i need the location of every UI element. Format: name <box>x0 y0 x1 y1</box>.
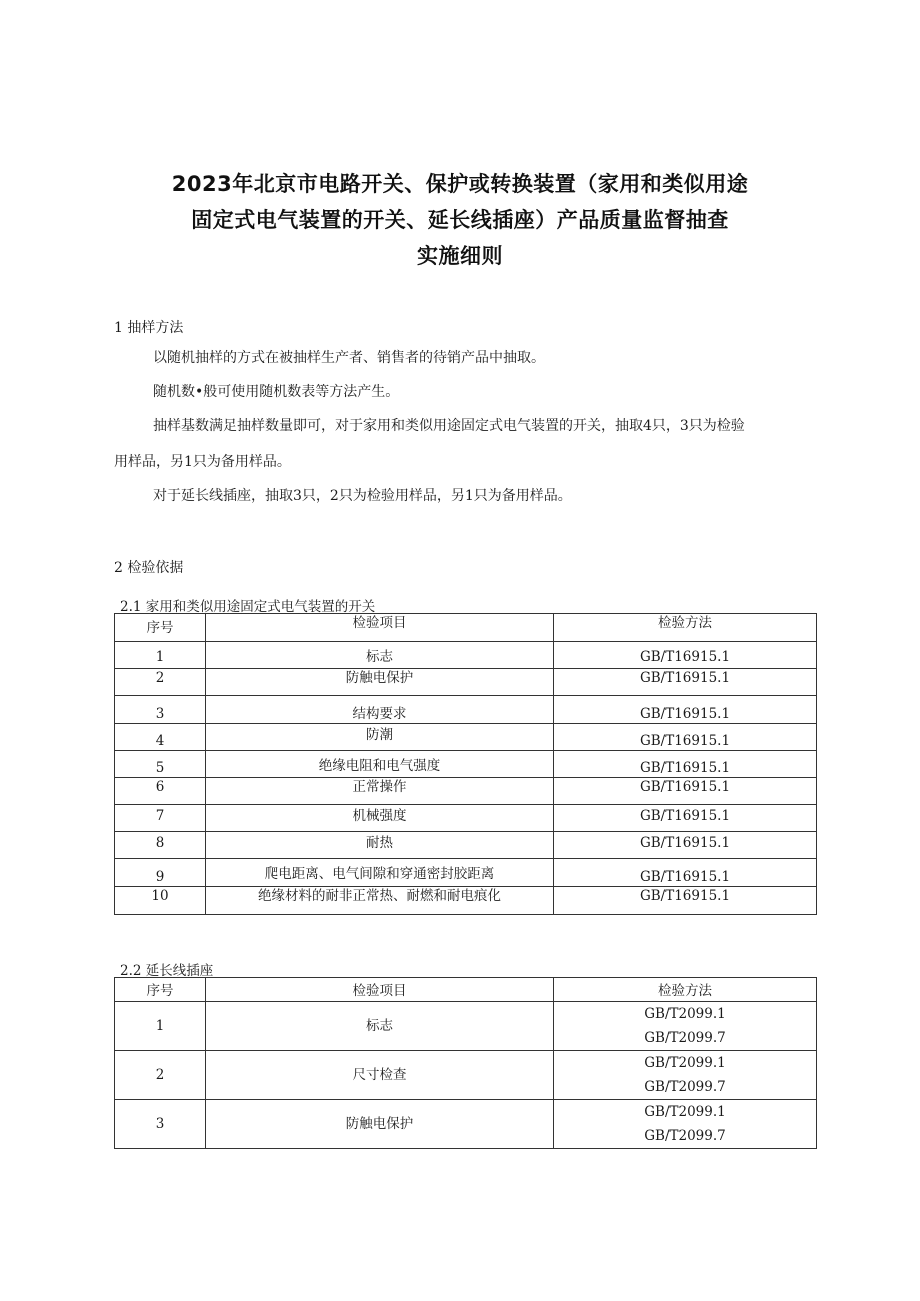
column-header-method: 检验方法 <box>554 978 817 1002</box>
row-number: 3 <box>115 696 206 724</box>
table-row <box>115 859 817 887</box>
row-method: GB/T16915.1 <box>554 832 817 859</box>
row-item: 正常操作 <box>206 778 554 805</box>
row-item: 标志 <box>206 642 554 669</box>
row-item: 爬电距离、电气间隙和穿通密封胶距离 <box>206 859 554 887</box>
row-number: 9 <box>115 859 206 887</box>
table-row <box>115 696 817 724</box>
column-header-item: 检验项目 <box>206 978 554 1002</box>
row-method: GB/T16915.1 <box>554 724 817 751</box>
row-method <box>554 1002 817 1051</box>
method-standard-1: GB/T2099.1 <box>644 1104 726 1120</box>
table-row <box>115 778 817 805</box>
row-number: 3 <box>115 1100 206 1149</box>
column-header-number: 序号 <box>115 978 206 1002</box>
row-number: 8 <box>115 832 206 859</box>
table-row <box>115 1051 817 1100</box>
row-method: GB/T16915.1 <box>554 859 817 887</box>
table-row <box>115 724 817 751</box>
switch-inspection-table <box>114 613 817 915</box>
column-header-method: 检验方法 <box>554 614 817 642</box>
table-header-row <box>115 978 817 1002</box>
row-number: 6 <box>115 778 206 805</box>
table-row <box>115 751 817 778</box>
document-title-line-2: 固定式电气装置的开关、延长线插座）产品质量监督抽查 <box>191 208 729 232</box>
row-number: 1 <box>115 1002 206 1051</box>
method-standard-2: GB/T2099.7 <box>644 1128 726 1144</box>
section-2-heading: 2 检验依据 <box>114 560 184 576</box>
row-item: 耐热 <box>206 832 554 859</box>
section-1-paragraph-1: 以随机抽样的方式在被抽样生产者、销售者的待销产品中抽取。 <box>153 350 545 366</box>
row-number: 7 <box>115 805 206 832</box>
table-row <box>115 832 817 859</box>
method-standard-1: GB/T2099.1 <box>644 1055 726 1071</box>
row-method: GB/T16915.1 <box>554 887 817 915</box>
column-header-number: 序号 <box>115 614 206 642</box>
row-method: GB/T16915.1 <box>554 696 817 724</box>
document-title-line-3: 实施细则 <box>417 244 503 268</box>
row-item: 机械强度 <box>206 805 554 832</box>
section-1-paragraph-4: 对于延长线插座，抽取3只，2只为检验用样品，另1只为备用样品。 <box>153 488 572 504</box>
table-2-caption: 2.2 延长线插座 <box>120 963 214 979</box>
column-header-item: 检验项目 <box>206 614 554 642</box>
row-number: 1 <box>115 642 206 669</box>
method-standard-1: GB/T2099.1 <box>644 1006 726 1022</box>
row-item: 尺寸检查 <box>206 1051 554 1100</box>
row-item: 结构要求 <box>206 696 554 724</box>
row-method: GB/T16915.1 <box>554 778 817 805</box>
row-item: 绝缘电阻和电气强度 <box>206 751 554 778</box>
row-number: 4 <box>115 724 206 751</box>
row-number: 10 <box>115 887 206 915</box>
row-method: GB/T16915.1 <box>554 805 817 832</box>
row-method <box>554 1051 817 1100</box>
row-method: GB/T16915.1 <box>554 642 817 669</box>
table-header-row <box>115 614 817 642</box>
row-method: GB/T16915.1 <box>554 669 817 696</box>
row-number: 2 <box>115 669 206 696</box>
method-standard-2: GB/T2099.7 <box>644 1079 726 1095</box>
table-1-caption: 2.1 家用和类似用途固定式电气装置的开关 <box>120 599 376 615</box>
table-row <box>115 805 817 832</box>
row-item: 绝缘材料的耐非正常热、耐燃和耐电痕化 <box>206 887 554 915</box>
table-row <box>115 1002 817 1051</box>
table-row <box>115 669 817 696</box>
row-method: GB/T16915.1 <box>554 751 817 778</box>
section-1-heading: 1 抽样方法 <box>114 320 184 336</box>
row-item: 防潮 <box>206 724 554 751</box>
section-1-paragraph-2: 随机数•般可使用随机数表等方法产生。 <box>153 384 400 400</box>
table-row <box>115 642 817 669</box>
row-number: 5 <box>115 751 206 778</box>
method-standard-2: GB/T2099.7 <box>644 1030 726 1046</box>
extension-socket-inspection-table <box>114 977 817 1149</box>
row-item: 标志 <box>206 1002 554 1051</box>
row-item: 防触电保护 <box>206 1100 554 1149</box>
section-1-paragraph-3: 抽样基数满足抽样数量即可，对于家用和类似用途固定式电气装置的开关，抽取4只，3只为检验 <box>153 418 745 434</box>
document-title-line-1: 2023年北京市电路开关、保护或转换装置（家用和类似用途 <box>171 172 749 196</box>
row-method <box>554 1100 817 1149</box>
row-number: 2 <box>115 1051 206 1100</box>
table-row <box>115 887 817 915</box>
section-1-paragraph-3-continued: 用样品，另1只为备用样品。 <box>114 454 291 470</box>
row-item: 防触电保护 <box>206 669 554 696</box>
table-row <box>115 1100 817 1149</box>
